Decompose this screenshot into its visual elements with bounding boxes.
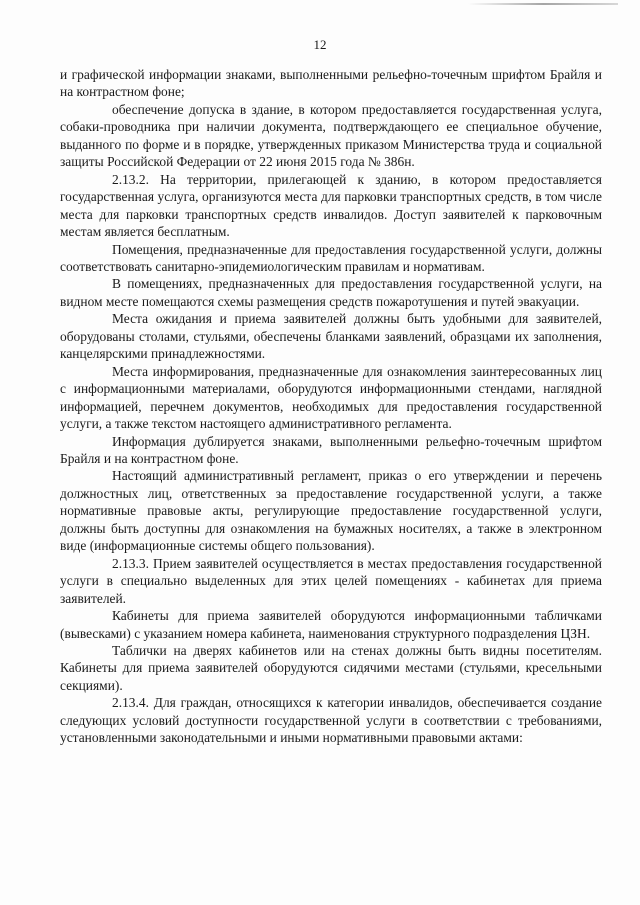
paragraph: Места информирования, предназначенные для ознакомления заинтересованных лиц с информационными материалами, оборудуются информационными стендами, наглядной информацией, перечнем документов, необходимых для предоставления государственной услуги, а также текстом настоящего административного регламента. — [60, 363, 602, 432]
paragraph: Информация дублируется знаками, выполненными рельефно-точечным шрифтом Брайля и на контрастном фоне. — [60, 433, 602, 466]
paragraph: Настоящий административный регламент, приказ о его утверждении и перечень должностных лиц, ответственных за предоставление государственной услуги, а также нормативные правовые акты, регулирующие предоставление государственной услуги, должны быть доступны для ознакомления на бумажных носителях, а также в электронном виде (информационные системы общего пользования). — [60, 468, 602, 554]
paragraph-section-2-13-4: 2.13.4. Для граждан, относящихся к категории инвалидов, обеспечивается создание следующих условий доступности государственной услуги в соответствии с требованиями, установленными законодательными и иными нормативными правовыми актами: — [60, 695, 602, 746]
paragraph-section-2-13-2: 2.13.2. На территории, прилегающей к зданию, в котором предоставляется государственная услуга, организуются места для парковки транспортных средств, в том числе места для парковки транспортных средств инвалидов. Доступ заявителей к парковочным местам является бесплатным. — [60, 171, 602, 240]
paragraph-section-2-13-3: 2.13.3. Прием заявителей осуществляется в местах предоставления государственной услуги в специально выделенных для этих целей помещениях - кабинетах для приема заявителей. — [60, 555, 602, 606]
paragraph: Помещения, предназначенные для предоставления государственной услуги, должны соответствовать санитарно-эпидемиологическим правилам и нормативам. — [60, 241, 602, 274]
paragraph-continuation: и графической информации знаками, выполненными рельефно-точечным шрифтом Брайля и на контрастном фоне; — [60, 67, 602, 100]
page-number: 12 — [313, 37, 327, 52]
paragraph: Таблички на дверях кабинетов или на стенах должны быть видны посетителям. Кабинеты для приема заявителей оборудуются сидячими местами (стульями, кресельными секциями). — [60, 642, 602, 693]
paragraph: В помещениях, предназначенных для предоставления государственной услуги, на видном месте помещаются схемы размещения средств пожаротушения и путей эвакуации. — [60, 276, 602, 309]
paragraph: обеспечение допуска в здание, в котором предоставляется государственная услуга, собаки-проводника при наличии документа, подтверждающего ее специальное обучение, выданного по форме и в порядке, утвержденных приказом Министерства труда и социальной защиты Российской Федерации от 22 июня 2015 года № 386н. — [60, 101, 602, 170]
paragraph: Места ожидания и приема заявителей должны быть удобными для заявителей, оборудованы столами, стульями, обеспечены бланками заявлений, образцами их заполнения, канцелярскими принадлежностями. — [60, 311, 602, 362]
paragraph: Кабинеты для приема заявителей оборудуются информационными табличками (вывесками) с указанием номера кабинета, наименования структурного подразделения ЦЗН. — [60, 608, 602, 641]
document-body — [60, 66, 602, 747]
scan-artifact — [468, 3, 618, 5]
